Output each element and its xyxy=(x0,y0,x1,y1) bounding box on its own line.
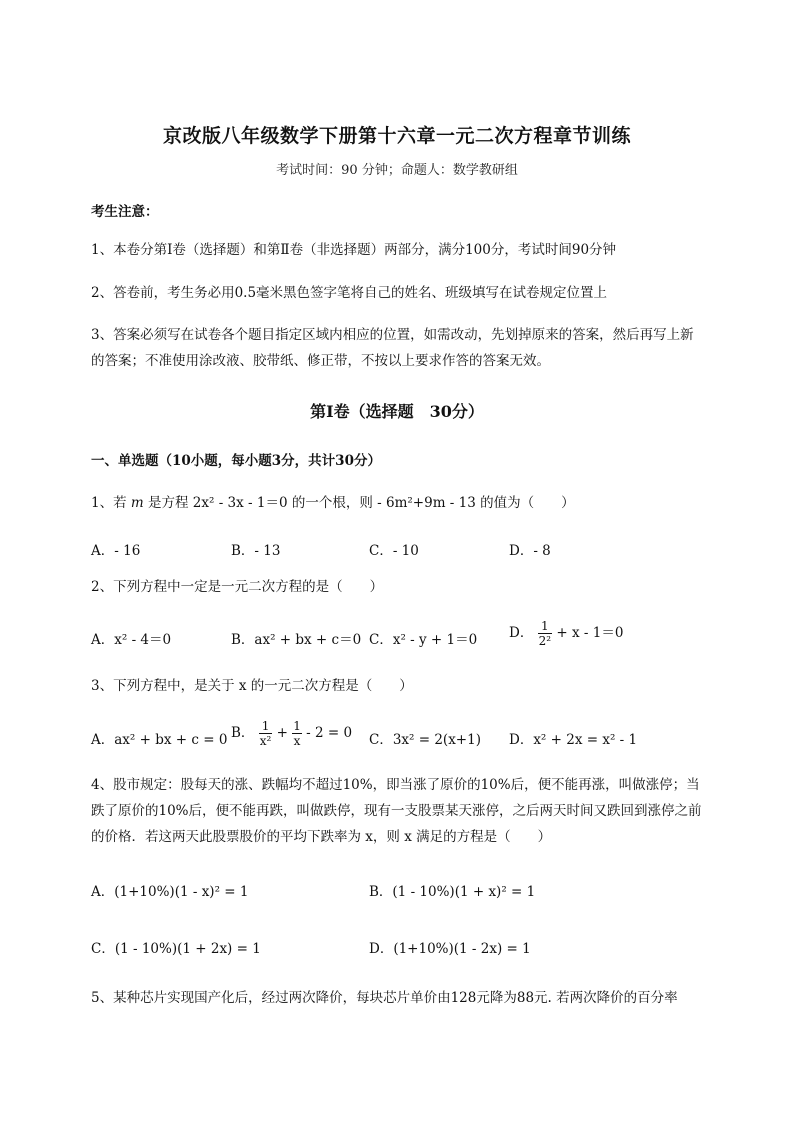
notice-heading: 考生注意： xyxy=(91,204,159,220)
question-2-option-d-label: D． xyxy=(509,625,534,641)
question-1-option-a[interactable]: A．- 16 xyxy=(91,543,141,559)
question-1-var: m xyxy=(130,495,144,511)
question-2-option-d-fraction xyxy=(538,619,552,648)
question-2-option-a[interactable]: A．x² - 4＝0 xyxy=(91,632,172,648)
question-1-stem-b: 是方程 2x² - 3x - 1＝0 的一个根，则 - 6m²+9m - 13 的值为（ ） xyxy=(143,495,575,511)
question-2-option-d-rest: + x - 1＝0 xyxy=(556,625,624,641)
question-2-frac-numerator: 1 xyxy=(538,619,552,634)
question-1-option-b[interactable]: B．- 13 xyxy=(231,543,281,559)
question-5-stem: 5、某种芯片实现国产化后，经过两次降价，每块芯片单价由128元降为88元. 若两次降价的百分率 xyxy=(91,990,678,1006)
question-3-option-c[interactable]: C．3x² = 2(x+1) xyxy=(369,732,481,748)
question-3-option-b-rest: - 2 = 0 xyxy=(306,725,353,741)
question-3-frac-2-num: 1 xyxy=(293,719,301,733)
question-3-frac-2-den: x xyxy=(293,734,301,748)
question-3-option-b[interactable] xyxy=(231,719,352,748)
question-3-option-d[interactable]: D．x² + 2x = x² - 1 xyxy=(509,732,638,748)
question-2-option-c[interactable]: C．x² - y + 1＝0 xyxy=(369,632,478,648)
question-1-stem-a: 1、若 xyxy=(91,495,131,511)
question-3-stem: 3、下列方程中，是关于 x 的一元二次方程是（ ） xyxy=(91,678,413,694)
question-4-stem: 4、股市规定：股每天的涨、跌幅均不超过10%，即当涨了原价的10%后，便不能再涨，叫做涨停；当跌了原价的10%后，便不能再跌，叫做跌停，现有一支股票某天涨停，之后两天时间又跌回到涨停之前的价格．若这两天此股票股价的平均下跌率为 x，则 x 满足的方程是（ ） xyxy=(91,777,702,845)
question-3-option-a[interactable]: A．ax² + bx + c = 0 xyxy=(91,732,228,748)
question-2-stem: 2、下列方程中一定是一元二次方程的是（ ） xyxy=(91,579,384,595)
section-title: 第Ⅰ卷（选择题 30分） xyxy=(310,402,484,421)
question-2-frac-denominator: 2² xyxy=(538,634,552,648)
notice-item-1: 1、本卷分第Ⅰ卷（选择题）和第Ⅱ卷（非选择题）两部分，满分100分，考试时间90分钟 xyxy=(91,242,617,258)
question-1-stem xyxy=(91,490,711,516)
question-4-option-d[interactable]: D．(1+10%)(1 - 2x) = 1 xyxy=(369,941,531,957)
notice-item-3: 3、答案必须写在试卷各个题目指定区域内相应的位置，如需改动，先划掉原来的答案，然后再写上新的答案；不准使用涂改液、胶带纸、修正带，不按以上要求作答的答案无效。 xyxy=(91,327,694,369)
notice-item-2: 2、答卷前，考生务必用0.5毫米黑色签字笔将自己的姓名、班级填写在试卷规定位置上 xyxy=(91,285,608,301)
question-3-frac-2 xyxy=(292,719,302,748)
question-4-option-a[interactable]: A．(1+10%)(1 - x)² = 1 xyxy=(91,884,249,900)
question-3-frac-1-den: x² xyxy=(259,734,272,748)
exam-subtitle: 考试时间：90 分钟；命题人：数学教研组 xyxy=(276,163,518,178)
page-title: 京改版八年级数学下册第十六章一元二次方程章节训练 xyxy=(162,125,631,147)
question-3-plus: + xyxy=(276,725,288,741)
question-4-option-b[interactable]: B．(1 - 10%)(1 + x)² = 1 xyxy=(369,884,536,900)
question-2-option-b[interactable]: B．ax² + bx + c＝0 xyxy=(231,632,362,648)
question-2-option-d[interactable] xyxy=(509,619,623,648)
question-3-option-b-label: B． xyxy=(231,725,255,741)
question-3-frac-1-num: 1 xyxy=(259,719,273,734)
question-4-option-c[interactable]: C．(1 - 10%)(1 + 2x) = 1 xyxy=(91,941,261,957)
question-1-option-c[interactable]: C．- 10 xyxy=(369,543,419,559)
question-1-option-d[interactable]: D．- 8 xyxy=(509,543,551,559)
part-heading: 一、单选题（10小题，每小题3分，共计30分） xyxy=(91,453,381,469)
question-3-frac-1 xyxy=(259,719,273,748)
